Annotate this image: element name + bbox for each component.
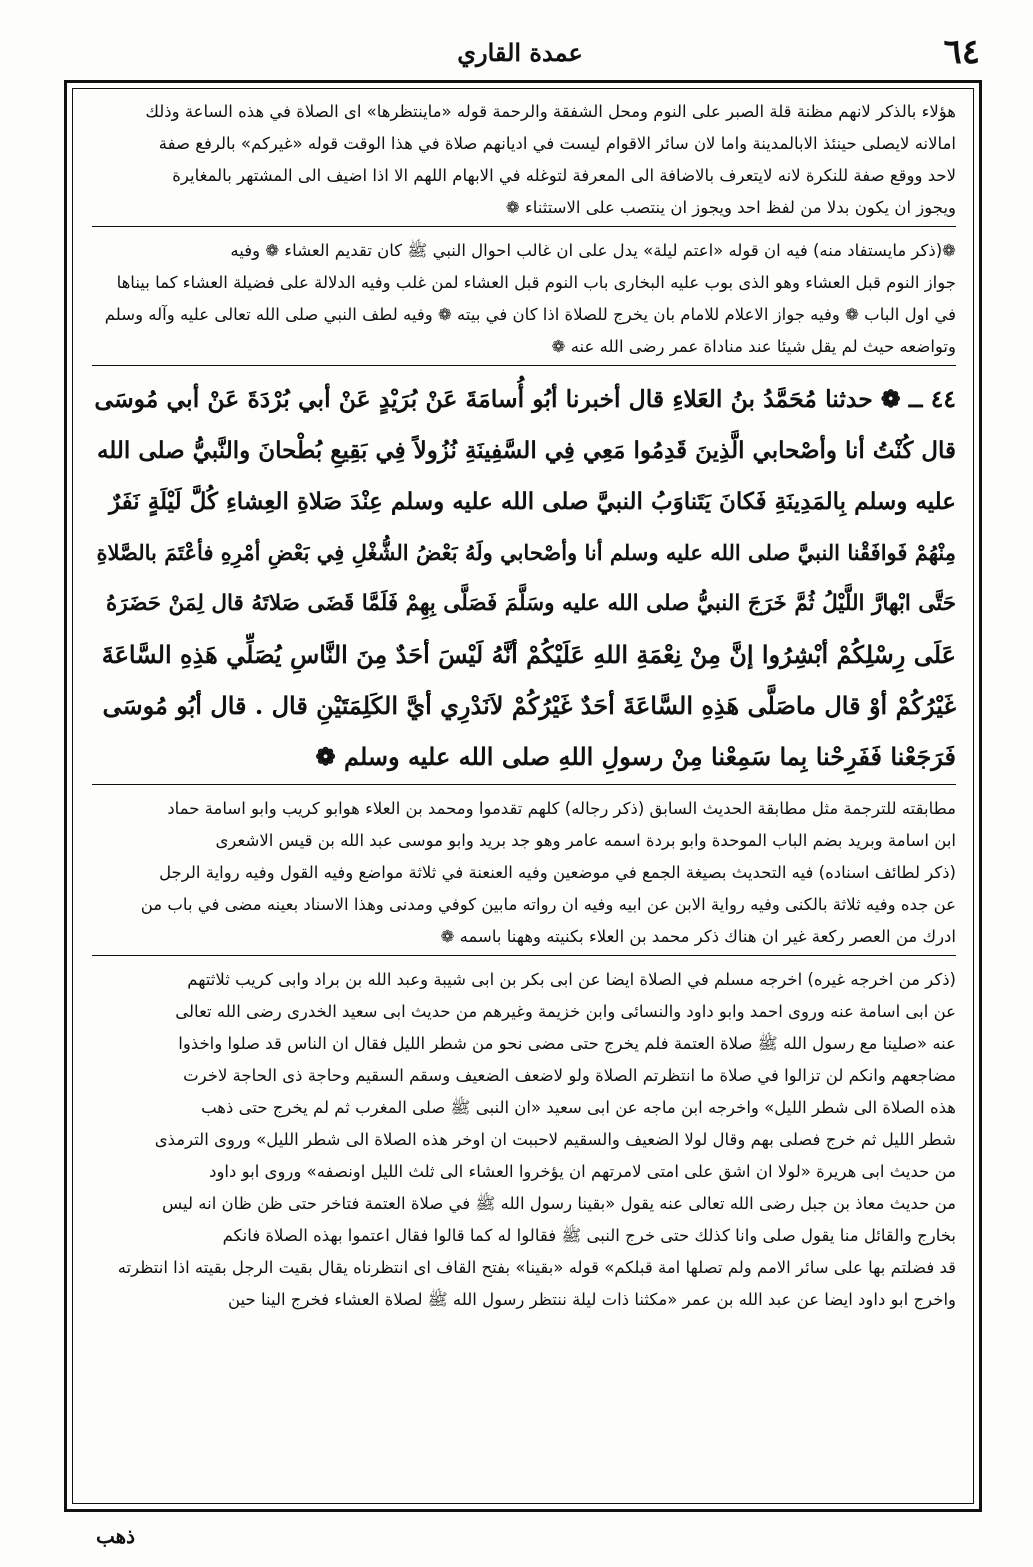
commentary-line: وتواضعه حيث لم يقل شيئا عند مناداة عمر رضى الله عنه ❁ (551, 337, 956, 356)
commentary-line: مضاجعهم وانكم لن تزالوا في صلاة ما انتظرتم الصلاة ولو لاضعف الضعيف وسقم السقيم وحاجة ذى الحاجة لاخرت (183, 1066, 956, 1085)
commentary-section-1 (92, 96, 956, 224)
commentary-line: مطابقته للترجمة مثل مطابقة الحديث السابق (ذكر رجاله) كلهم تقدموا ومحمد بن العلاء هوابو كريب وابو اسامة حماد (167, 799, 956, 818)
commentary-line: عن ابى اسامة عنه وروى احمد وابو داود والنسائى وابن خزيمة وغيرهم من حديث ابى سعيد الخدرى رضى الله تعالى (175, 1002, 956, 1021)
commentary-line: عن جده وفيه ثلاثة بالكنى وفيه رواية الابن عن ابيه وفيه ان رواته مابين كوفي ومدنى وهذا الاسناد بعينه مضى في باب من (140, 895, 956, 914)
commentary-line: هذه الصلاة الى شطر الليل» واخرجه ابن ماجه عن ابى سعيد «ان النبى ﷺ صلى المغرب ثم لم يخرج حتى ذهب (201, 1098, 956, 1117)
commentary-section-3 (92, 793, 956, 953)
commentary-line: ❁(ذكر مايستفاد منه) فيه ان قوله «اعتم ليلة» يدل على ان غالب احوال النبي ﷺ كان تقديم العشاء ❁ وفيه (230, 241, 956, 260)
commentary-line: لاحد ووقع صفة للنكرة لانه لايتعرف بالاضافة الى المعرفة لتوغله في الابهام اللهم الا اذا اضيف الى المشتهر بالمغايرة (172, 166, 956, 185)
commentary-line: واخرج ابو داود ايضا عن عبد الله بن عمر «مكثنا ذات ليلة ننتظر رسول الله ﷺ لصلاة العشاء فخرج الينا حين (227, 1290, 956, 1309)
commentary-line: من حديث ابى هريرة «لولا ان اشق على امتى لامرتهم ان يؤخروا العشاء الى ثلث الليل اونصفه» وروى ابو داود (209, 1162, 956, 1181)
hadith-line: عَلَى رِسْلِكُمْ أبْشِرُوا إنَّ مِنْ نِعْمَةِ اللهِ عَلَيْكُمْ أنَّهُ لَيْسَ أحَدٌ مِنَ النَّاسِ يُصَلِّي هَذِهِ السَّاعَةَ (101, 640, 956, 669)
commentary-line: (ذكر لطائف اسناده) فيه التحديث بصيغة الجمع في موضعين وفيه العنعنة في ثلاثة مواضع وفيه القول وفيه رواية الرجل (159, 863, 956, 882)
section-divider (92, 955, 956, 964)
hadith-line: غَيْرُكُمْ أوْ قال ماصَلَّى هَذِهِ السَّاعَةَ أحَدٌ غَيْرُكُمْ لاَنَدْرِي أيَّ الكَلِمَتَيْنِ قال . قال أبُو مُوسَى (102, 691, 956, 720)
commentary-line: بخارج والقائل منا يقول صلى وانا كذلك حتى خرج النبى ﷺ فقالوا له كما قالوا فقال اعتموا بهذه الصلاة فانكم (222, 1226, 956, 1245)
commentary-line: ادرك من العصر ركعة غير ان هناك ذكر محمد بن العلاء بكنيته وههنا باسمه ❁ (440, 927, 956, 946)
hadith-line: ٤٤ ــ ❁ حدثنا مُحَمَّدُ بنُ العَلاءِ قال أخبرنا أبُو أُسامَةَ عَنْ بُرَيْدٍ عَنْ أبي بُرْدَةَ عَنْ أبي مُوسَى (94, 385, 956, 413)
commentary-section-2 (92, 235, 956, 363)
commentary-line: شطر الليل ثم خرج فصلى بهم وقال لولا الضعيف والسقيم لاحببت ان اوخر هذه الصلاة الى شطر الليل» وروى الترمذى (154, 1130, 956, 1149)
page-body (92, 96, 956, 1496)
commentary-line: قد فضلتم بها على سائر الامم ولم تصلها امة قبلكم» قوله «بقينا» بفتح القاف اى انتظرناه يقال بقيت الرجل بقيته اذا انتظرته (117, 1258, 956, 1277)
hadith-line: حَتَّى ابْهارَّ اللَّيْلُ ثُمَّ خَرَجَ النبيُّ صلى الله عليه وسَلَّمَ فَصَلَّى بِهِمْ فَلَمَّا قَضَى صَلاتَهُ قال لِمَنْ حَضَرَهُ (106, 591, 956, 616)
commentary-line: (ذكر من اخرجه غيره) اخرجه مسلم في الصلاة ايضا عن ابى بكر بن ابى شيبة وعبد الله بن براد وابى كريب ثلاثتهم (187, 970, 956, 989)
commentary-line: امالانه لايصلى حينئذ الابالمدينة واما لان سائر الاقوام ليست في اديانهم صلاة في هذا الوقت قوله «غيركم» بالرفع صفة (158, 134, 956, 153)
commentary-line: ابن اسامة وبريد بضم الباب الموحدة وابو بردة اسمه عامر وهو جد بريد وابو موسى عبد الله بن قيس الاشعرى (215, 831, 956, 850)
commentary-section-4 (92, 964, 956, 1316)
hadith-line: قال كُنْتُ أنا وأصْحابي الَّذِينَ قَدِمُوا مَعِي فِي السَّفِينَةِ نُزُولاً فِي بَقِيعِ بُطْحانَ والنَّبيُّ صلى الله (96, 437, 956, 464)
running-title: عمدة القاري (457, 38, 583, 67)
commentary-line: عنه «صلينا مع رسول الله ﷺ صلاة العتمة فلم يخرج حتى مضى نحو من شطر الليل فقال ان الناس قد صلوا واخذوا (178, 1034, 956, 1053)
commentary-line: من حديث معاذ بن جبل رضى الله تعالى عنه يقول «بقينا رسول الله ﷺ في صلاة العتمة فتاخر حتى ظن ظان انه ليس (162, 1194, 956, 1213)
section-divider (92, 784, 956, 793)
hadith-line: عليه وسلم بِالمَدِينَةِ فَكانَ يَتَناوَبُ النبيَّ صلى الله عليه وسلم عِنْدَ صَلاةِ العِشاءِ كُلَّ لَيْلَةٍ نَفَرٌ (108, 488, 956, 515)
page-number: ٦٤ (943, 32, 980, 72)
hadith-line: فَرَجَعْنا فَفَرِحْنا بِما سَمِعْنا مِنْ رسولِ اللهِ صلى الله عليه وسلم ❁ (315, 742, 956, 771)
page-header (60, 30, 980, 76)
section-divider (92, 226, 956, 235)
commentary-line: هؤلاء بالذكر لانهم مظنة قلة الصبر على النوم ومحل الشفقة والرحمة قوله «ماينتظرها» اى الصلاة في هذه الساعة وذلك (145, 102, 956, 121)
commentary-line: جواز النوم قبل العشاء وهو الذى بوب عليه البخارى باب النوم قبل العشاء لمن غلب وفيه الدلالة على فضيلة العشاء كما بيناها (116, 273, 956, 292)
hadith-line: مِنْهُمْ فَوافَقْنا النبيَّ صلى الله عليه وسلم أنا وأصْحابي ولَهُ بَعْضُ الشُّغْلِ فِي بَعْضِ أمْرِهِ فأعْتَمَ بالصَّلاةِ (96, 540, 956, 565)
section-divider (92, 365, 956, 374)
commentary-line: ويجوز ان يكون بدلا من لفظ احد ويجوز ان ينتصب على الاستثناء ❁ (505, 198, 956, 217)
commentary-line: في اول الباب ❁ وفيه جواز الاعلام للامام بان يخرج للصلاة اذا كان في بيته ❁ وفيه لطف النبي صلى الله تعالى عليه وآله وسلم (104, 305, 956, 324)
hadith-text (92, 374, 956, 782)
catchword: ذهب (96, 1524, 136, 1548)
